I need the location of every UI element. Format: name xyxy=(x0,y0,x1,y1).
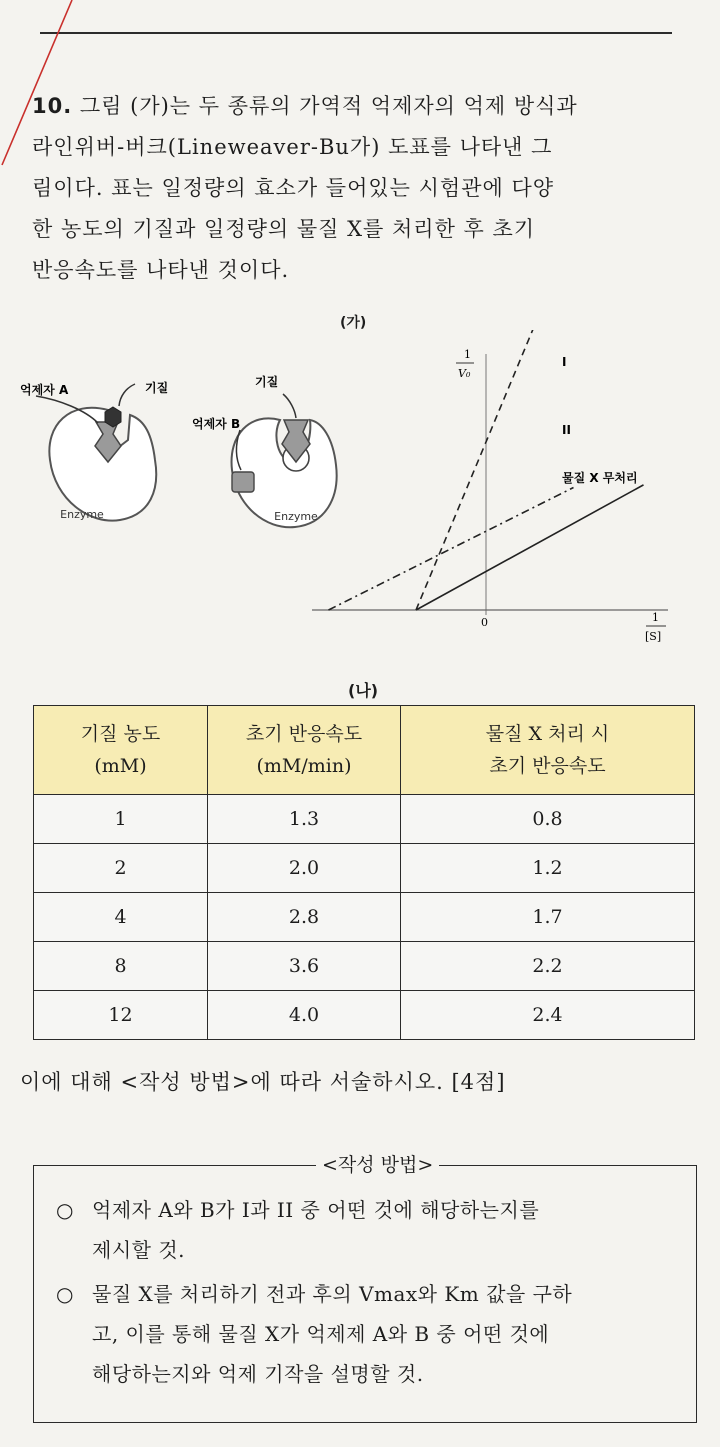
question-text xyxy=(32,86,682,291)
question-line-1: 10. 그림 (가)는 두 종류의 가역적 억제자의 억제 방식과 xyxy=(32,94,578,118)
question-number: 10. xyxy=(32,94,73,118)
series-label-1: I xyxy=(562,355,567,369)
prompt-text: 이에 대해 <작성 방법>에 따라 서술하시오. [4점] xyxy=(20,1070,506,1094)
x-label-bottom: [S] xyxy=(645,630,662,643)
method-item-1: ○ 억제자 A와 B가 I과 II 중 어떤 것에 해당하는지를 제시할 것. xyxy=(56,1190,686,1270)
question-line-2: 라인위버-버크(Lineweaver-Bu가) 도표를 나타낸 그 xyxy=(32,135,553,159)
table-row: 1 1.3 0.8 xyxy=(34,795,695,844)
question-line-3: 림이다. 표는 일정량의 효소가 들어있는 시험관에 다양 xyxy=(32,176,555,200)
header-substrate-conc: 기질 농도 (mM) xyxy=(34,706,208,795)
table-row: 8 3.6 2.2 xyxy=(34,942,695,991)
enzyme-b-illustration xyxy=(232,394,337,527)
lineweaver-burk-plot xyxy=(312,330,668,643)
question-line-4: 한 농도의 기질과 일정량의 물질 X를 처리한 후 초기 xyxy=(32,217,536,241)
figure-ga xyxy=(0,330,720,660)
enzyme-b-label: Enzyme xyxy=(274,510,318,523)
series-label-2: II xyxy=(562,423,571,437)
substrate-b-label: 기질 xyxy=(255,375,279,389)
method-box xyxy=(33,1165,697,1423)
origin-label: 0 xyxy=(481,616,488,629)
inhibitor-b-label: 억제자 B xyxy=(192,417,241,431)
figure-label-ga: (가) xyxy=(340,315,367,331)
table-header-row xyxy=(34,706,695,795)
data-table xyxy=(33,705,695,1040)
table-row: 4 2.8 1.7 xyxy=(34,893,695,942)
bullet-icon: ○ xyxy=(56,1282,74,1306)
inhibitor-a-label: 억제자 A xyxy=(20,383,69,397)
method-title: <작성 방법> xyxy=(316,1150,439,1177)
top-rule xyxy=(40,32,672,34)
table-label-na: (나) xyxy=(348,681,379,700)
question-line-5: 반응속도를 나타낸 것이다. xyxy=(32,258,290,282)
enzyme-a-label: Enzyme xyxy=(60,508,104,521)
header-initial-rate: 초기 반응속도 (mM/min) xyxy=(208,706,401,795)
series-label-3: 물질 X 무처리 xyxy=(562,471,638,485)
bullet-icon: ○ xyxy=(56,1198,74,1222)
substrate-a-label: 기질 xyxy=(145,381,169,395)
series-line-3 xyxy=(416,485,644,610)
header-rate-with-x: 물질 X 처리 시 초기 반응속도 xyxy=(401,706,695,795)
method-item-2: ○ 물질 X를 처리하기 전과 후의 Vmax와 Km 값을 구하 고, 이를 통해 물질 X가 억제제 A와 B 중 어떤 것에 해당하는지와 억제 기작을 설명할 것. xyxy=(56,1274,686,1394)
y-label-top: 1 xyxy=(464,348,471,361)
table-row: 2 2.0 1.2 xyxy=(34,844,695,893)
enzyme-a-illustration xyxy=(36,384,156,521)
table-row: 12 4.0 2.4 xyxy=(34,991,695,1040)
y-label-bottom: V₀ xyxy=(458,367,471,380)
x-label-top: 1 xyxy=(652,611,659,624)
